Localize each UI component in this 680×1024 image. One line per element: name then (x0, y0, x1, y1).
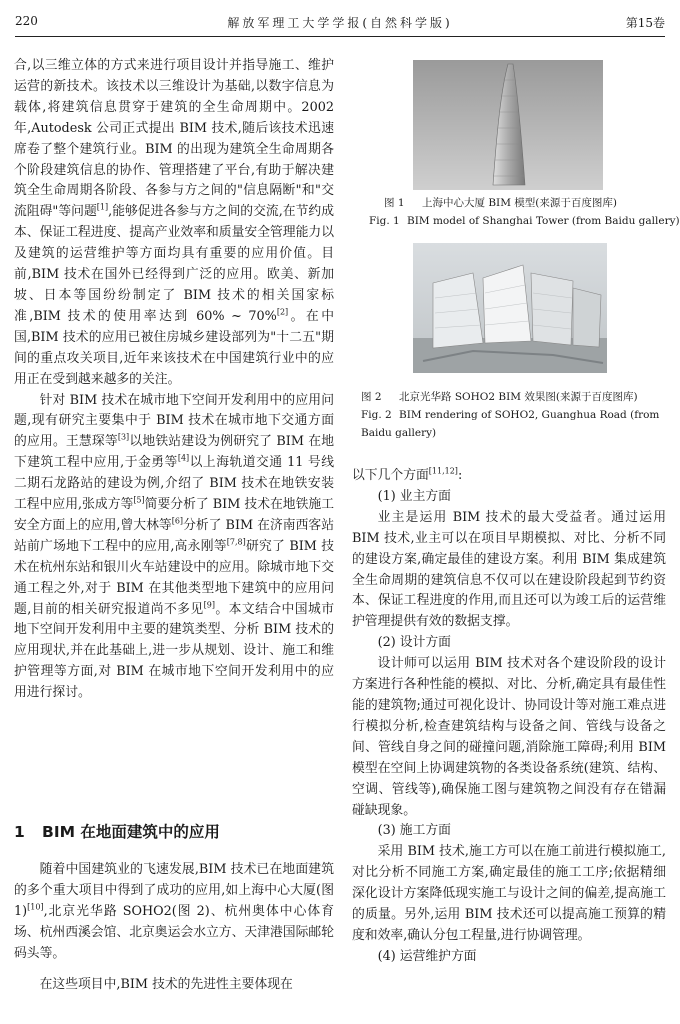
volume-label: 第15卷 (625, 16, 665, 30)
body-paragraph: 设计师可以运用 BIM 技术对各个建设阶段的设计方案进行各种性能的模拟、对比、分析,确定具有最佳性能的建筑物;通过可视化设计、协同设计等对施工难点进行模拟分析,检查建筑结构与设备之间、管线与设备之间、管线自身之间的碰撞问题,消除施工障碍;利用 BIM 模型在空间上协调建筑物的各类设备系统(建筑、结构、空调、管线等),确保施工图与建筑物之间没有存在错漏碰缺现象。 (352, 656, 666, 818)
citation: [2] (276, 307, 289, 317)
citation: [1] (96, 203, 109, 213)
subheading: (1) 业主方面 (377, 488, 451, 504)
body-paragraph: 采用 BIM 技术,施工方可以在施工前进行模拟施工,对比分析不同施工方案,确定最佳的施工工序;依据精细深化设计方案降低现实施工与设计之间的偏差,提高施工的质量。另外,运用 BIM 技术还可以提高施工预算的精度和效率,确认分包工程量,进行协调管理。 (352, 844, 666, 943)
citation: [5] (133, 495, 145, 505)
body-paragraph: 业主是运用 BIM 技术的最大受益者。通过运用 BIM 技术,业主可以在项目早期模拟、对比、分析不同的建设方案,确定最佳的建设方案。利用 BIM 集成建筑全生命周期的建筑信息不仅可以在建设阶段起到节约资本、保证工程进度的作用,而且还可以为竣工后的运营维护管理提供有效的数据支撑。 (352, 509, 666, 630)
citation: [7,8] (226, 537, 246, 547)
figure-2-caption-en: Fig. 2 BIM rendering of SOHO2, Guanghua Road (from Baidu gallery) (361, 409, 660, 439)
figure-1-caption-cn: 图 1 上海中心大厦 BIM 模型(来源于百度图库) (384, 197, 617, 209)
right-column (352, 466, 666, 968)
section-number: 1 (14, 823, 25, 841)
body-paragraph: 针对 BIM 技术在城市地下空间开发利用中的应用问题,现有研究主要集中于 BIM 技术在城市地下交通方面的应用。王慧琛等[3]以地铁站建设为例研究了 BIM 在地下建筑工程中应用,于金勇等[4]以上海轨道交通 11 号线二期石龙路站的建设为例,介绍了 BIM 技术在地铁安装工程中应用,张成方等[5]简要分析了 BIM 技术在地铁施工安全方面上的应用,曾大林等[6]分析了 BIM 在济南西客站站前广场地下工程中的应用,高永刚等[7,8]研究了 BIM 技术在杭州东站和银川火车站建设中的应用。除城市地下交通工程之外,对于 BIM 在其他类型地下建筑中的应用问题,目前的相关研究报道尚不多见[9]。本文结合中国城市地下空间开发利用中主要的建筑类型、分析 BIM 技术的应用现状,并在此基础上,进一步从规划、设计、施工和维护管理等方面,对 BIM 在城市地下空间开发利用中的应用进行探讨。 (14, 392, 335, 701)
journal-title: 解放军理工大学学报(自然科学版) (227, 16, 453, 30)
left-column-lower (14, 860, 334, 995)
page-number: 220 (15, 14, 38, 28)
citation: [6] (171, 516, 184, 526)
citation: [3] (117, 433, 130, 443)
citation: [4] (177, 453, 190, 463)
subheading: (3) 施工方面 (377, 823, 451, 839)
body-paragraph: 在这些项目中,BIM 技术的先进性主要体现在 (39, 976, 293, 992)
figure-1-caption-en: Fig. 1 BIM model of Shanghai Tower (from Baidu gallery) (369, 215, 680, 227)
body-paragraph: 以下几个方面[11,12]: (352, 466, 463, 483)
running-header (15, 14, 665, 36)
citation: [10] (27, 902, 44, 912)
figure-2-caption-cn: 图 2 北京光华路 SOHO2 BIM 效果图(来源于百度图库) (361, 391, 638, 403)
header-rule (15, 36, 665, 37)
figure-2-image (413, 243, 607, 373)
figure-1-image (413, 60, 603, 190)
body-paragraph: 随着中国建筑业的飞速发展,BIM 技术已在地面建筑的多个重大项目中得到了成功的应用,如上海中心大厦(图 1)[10],北京光华路 SOHO2(图 2)、杭州奥体中心体育场、杭州西溪会馆、北京奥运会水立方、天津港国际邮轮码头等。 (14, 862, 334, 961)
section-heading (14, 820, 220, 842)
subheading: (4) 运营维护方面 (377, 948, 477, 964)
citation: [11,12] (428, 466, 458, 476)
section-title: BIM 在地面建筑中的应用 (42, 823, 220, 841)
subheading: (2) 设计方面 (377, 635, 451, 651)
body-paragraph: 合,以三维立体的方式来进行项目设计并指导施工、维护运营的新技术。该技术以三维设计为基础,以数字信息为载体,将建筑信息贯穿于建筑的全生命周期中。2002 年,Autodesk 公司正式提出 BIM 技术,随后该技术迅速席卷了整个建筑行业。BIM 的出现为建筑全生命周期各个阶段建筑信息的协作、管理搭建了平台,有助于解决建筑全生命周期各阶段、各参与方之间的"信息隔断"和"交流阻碍"等问题[1],能够促进各参与方之间的交流,在节约成本、保证工程进度、提高产业效率和质量安全管理能力以及建筑的运营维护等方面均具有重要的应用价值。目前,BIM 技术在国外已经得到广泛的应用。欧美、新加坡、日本等国纷纷制定了 BIM 技术的相关国家标准,BIM 技术的使用率达到 60% ~ 70%[2]。在中国,BIM 技术的应用已被住房城乡建设部列为"十二五"期间的重点攻关项目,近年来该技术在中国建筑行业中的应用正在受到越来越多的关注。 (14, 58, 335, 387)
citation: [9] (203, 600, 215, 610)
left-column (14, 56, 334, 704)
